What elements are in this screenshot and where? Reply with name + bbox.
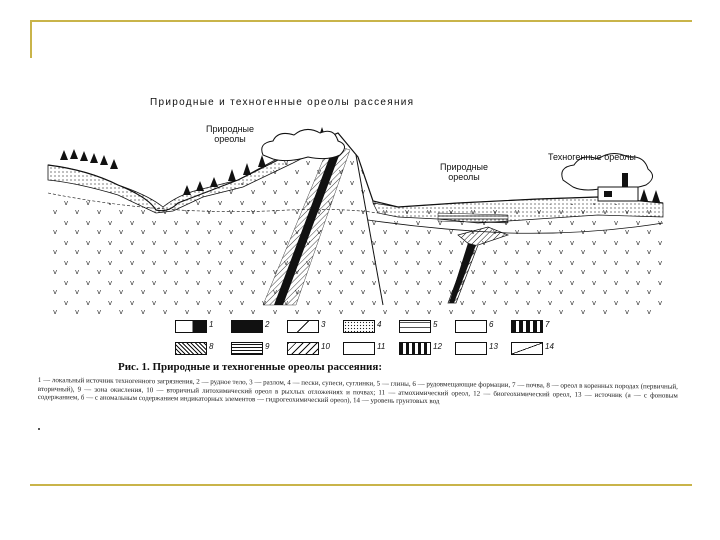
legend-swatch	[231, 320, 263, 333]
legend-swatch	[175, 342, 207, 355]
legend-item	[231, 340, 286, 356]
legend-item	[343, 318, 398, 334]
caption-title: Рис. 1. Природные и техногенные ореолы рассеяния:	[118, 361, 382, 373]
legend-item	[287, 340, 342, 356]
legend-number: 11	[377, 342, 386, 351]
legend-swatch	[287, 342, 319, 355]
figure-title: Природные и техногенные ореолы рассеяния	[150, 97, 415, 108]
legend-swatch	[287, 320, 319, 333]
legend-swatch	[343, 342, 375, 355]
top-rule	[30, 20, 692, 22]
legend-number: 2	[265, 320, 270, 329]
legend-swatch	[399, 320, 431, 333]
legend-item	[343, 340, 398, 356]
bottom-rule	[30, 484, 692, 486]
legend-number: 3	[321, 320, 326, 329]
label-natural-halos-1: Природные ореолы	[206, 124, 255, 144]
legend-number: 12	[433, 342, 442, 351]
label-natural-halos-2: Природные ореолы	[440, 162, 489, 182]
legend-swatch	[511, 320, 543, 333]
legend-item	[511, 340, 566, 356]
legend-number: 8	[209, 342, 214, 351]
legend-swatch	[343, 320, 375, 333]
legend-item	[511, 318, 566, 334]
legend-number: 4	[377, 320, 382, 329]
legend-item	[399, 318, 454, 334]
caption-text: 1 — локальный источник техногенного загрязнения, 2 — рудное тело, 3 — разлом, 4 — пески, супеси, суглинки, 5 — глины, 6 — рудовмещающие формации, 7 — почва, 8 — ореол в коренных породах (первичный, вторичный), 9 — зона окисления, 10 — вторичный литохимический ореол в рыхлых отложениях и почвах; 11 — атмохимический ореол, 12 — биогеохимический ореол, 13 — источник (а — с фоновым содержанием, б — с аномальным содержанием индикаторных элементов — гидрогеохимический ореол), 14 — уровень грунтовых вод	[37, 376, 678, 406]
legend-item	[455, 318, 510, 334]
legend-item	[175, 340, 230, 356]
legend-item	[231, 318, 286, 334]
legend-swatch	[455, 320, 487, 333]
legend-swatch	[231, 342, 263, 355]
legend-item	[287, 318, 342, 334]
legend-number: 14	[545, 342, 554, 351]
legend-swatch	[399, 342, 431, 355]
legend-number: 9	[265, 342, 270, 351]
legend-number: 13	[489, 342, 498, 351]
legend-number: 10	[321, 342, 330, 351]
stray-dot	[38, 428, 40, 430]
legend-swatch	[511, 342, 543, 355]
legend-item	[175, 318, 230, 334]
top-rule-vertical	[30, 20, 32, 58]
legend-item	[455, 340, 510, 356]
legend	[175, 318, 565, 362]
legend-item	[399, 340, 454, 356]
legend-number: 7	[545, 320, 550, 329]
legend-swatch	[175, 320, 207, 333]
legend-number: 6	[489, 320, 494, 329]
legend-number: 5	[433, 320, 438, 329]
legend-number: 1	[209, 320, 214, 329]
label-technogenic-halos: Техногенные ореолы	[548, 152, 636, 162]
legend-swatch	[455, 342, 487, 355]
